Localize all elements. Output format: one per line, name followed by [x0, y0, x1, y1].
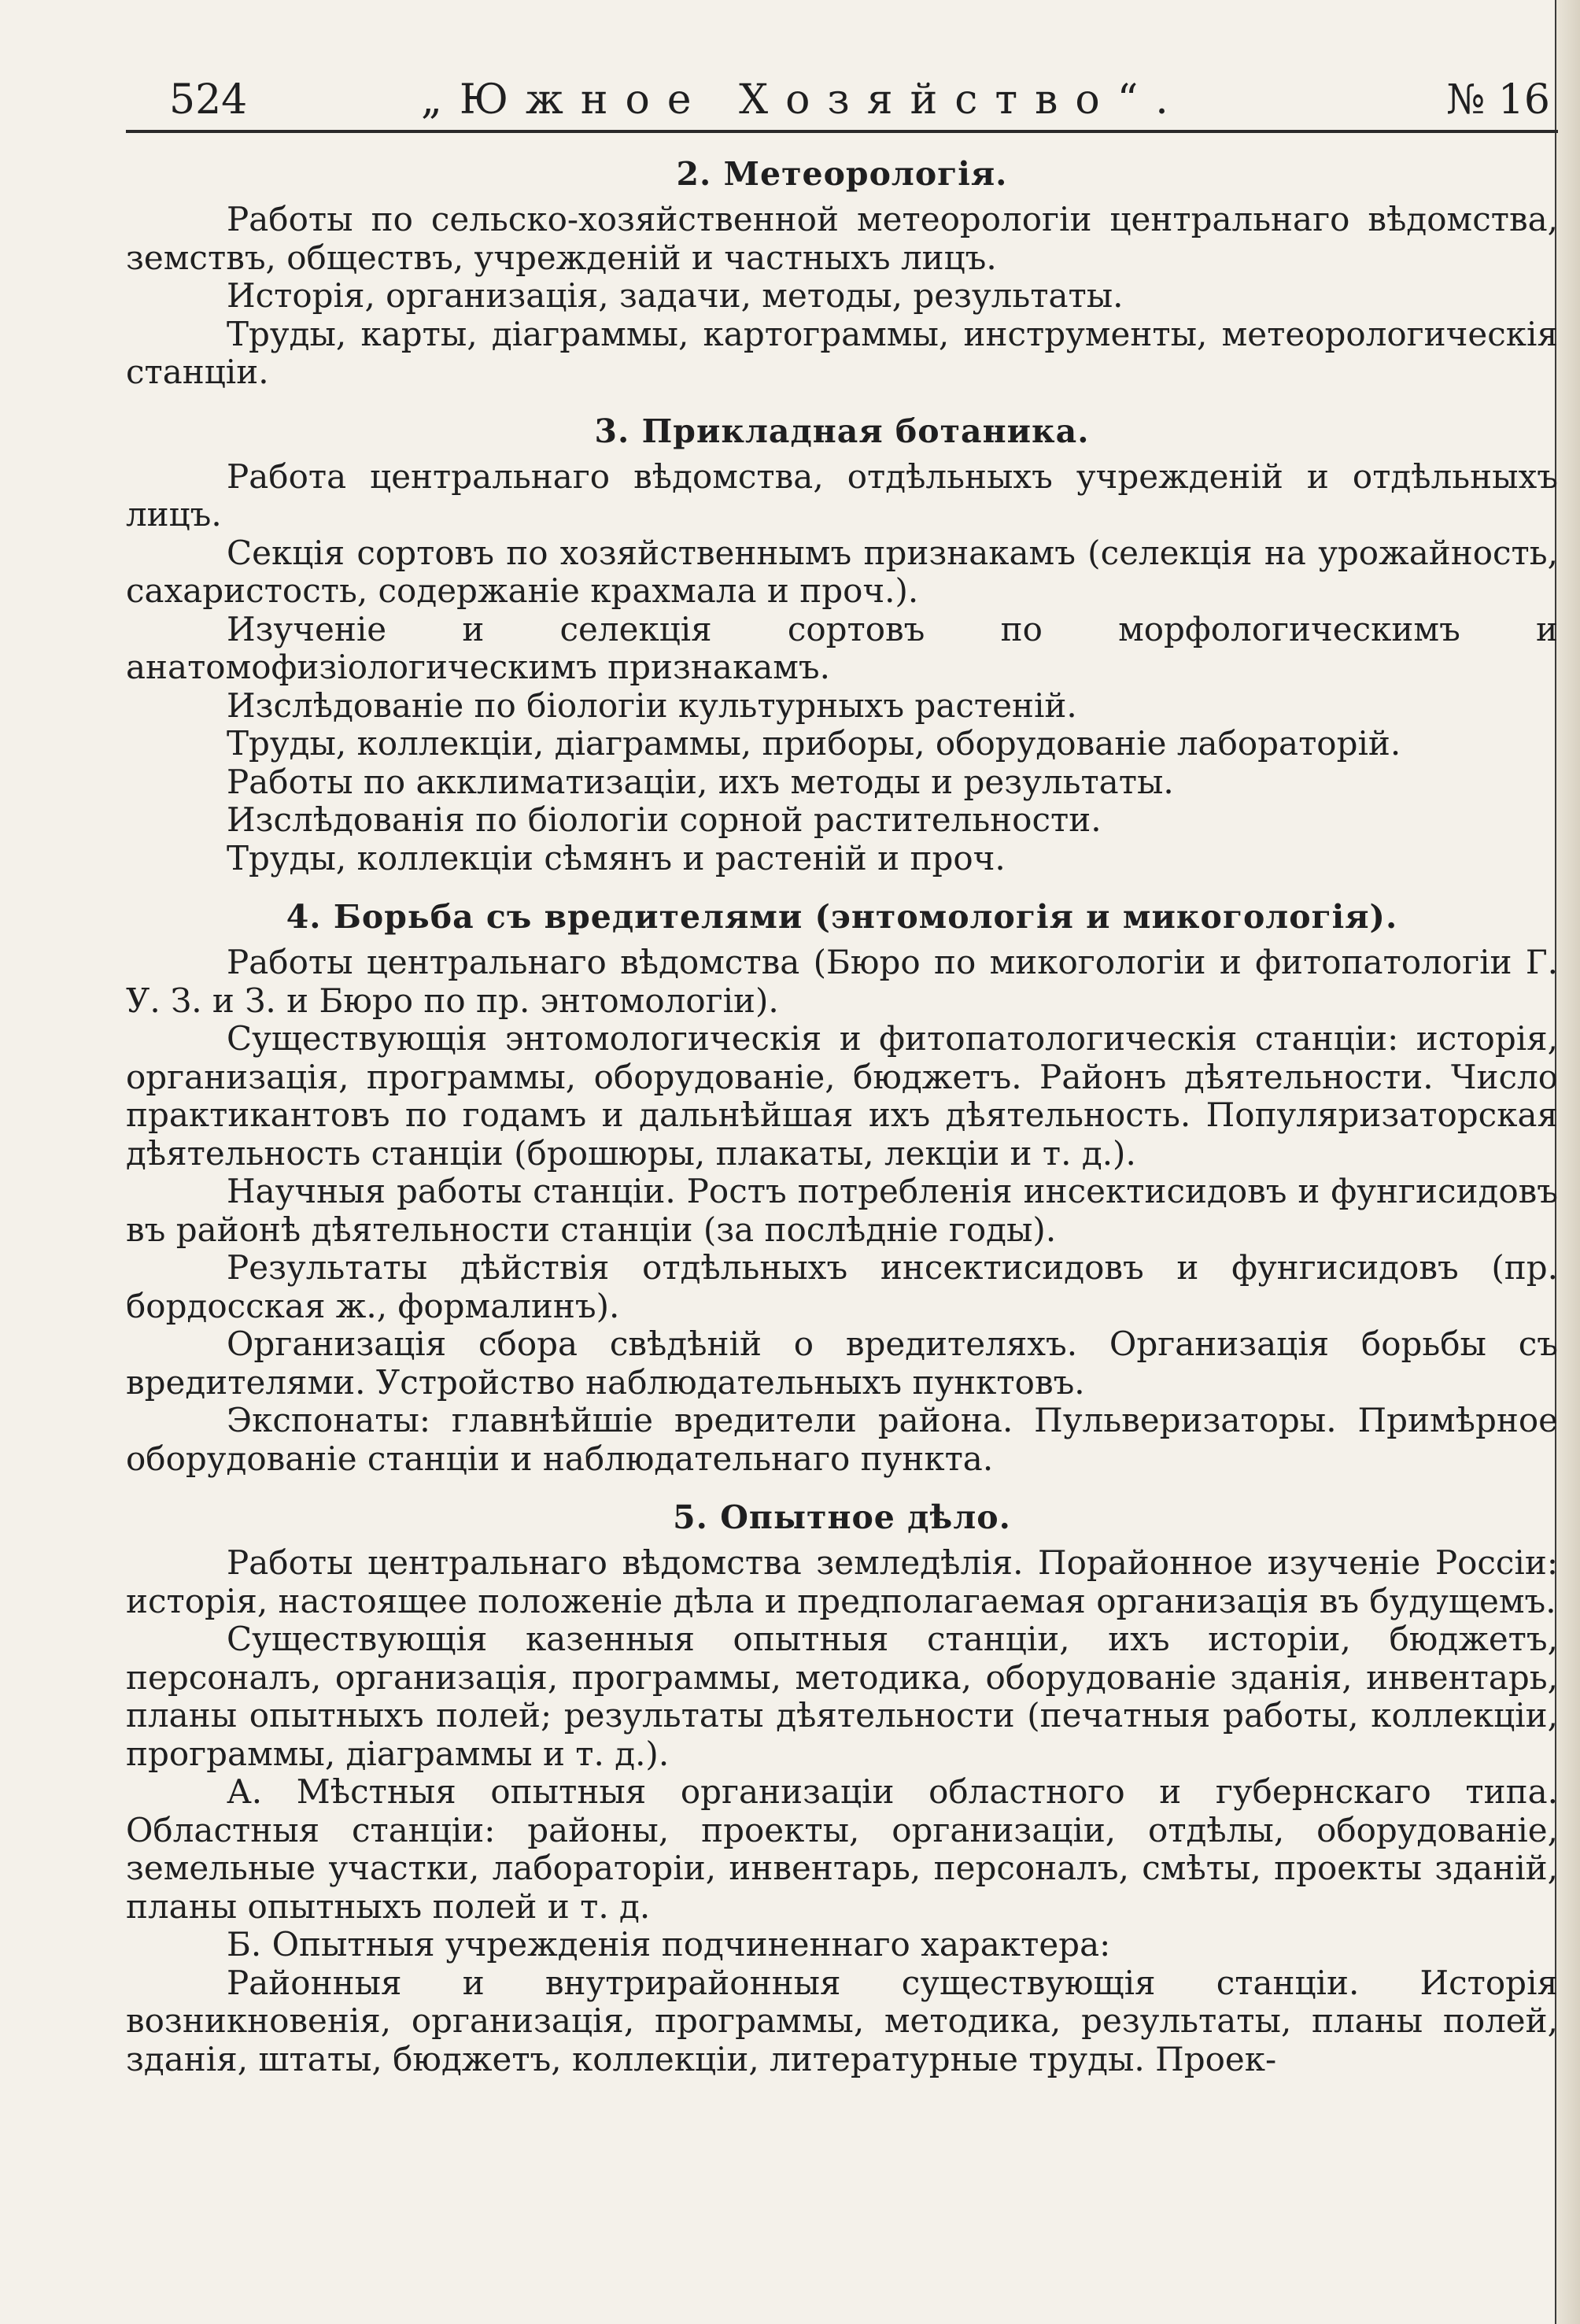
section-title-experimental-work: 5. Опытное дѣло. [673, 1498, 1011, 1536]
paragraph: Работа центральнаго вѣдомства, отдѣльныхъ учрежденій и отдѣльныхъ лицъ. [126, 456, 1558, 534]
paragraph: Организація сбора свѣдѣній о вредителяхъ. Организація борьбы съ вредителями. Устройство наблюдательныхъ пунктовъ. [126, 1325, 1558, 1402]
paragraph: Труды, коллекціи сѣмянъ и растеній и проч. [227, 838, 1006, 878]
paragraph: Научныя работы станціи. Ростъ потребленія инсектисидовъ и фунгисидовъ въ районѣ дѣятельности станціи (за послѣдніе годы). [126, 1172, 1558, 1249]
section-title-applied-botany: 3. Прикладная ботаника. [594, 412, 1090, 450]
paragraph: Изслѣдованія по біологіи сорной растительности. [227, 800, 1102, 839]
page-number: 524 [169, 76, 248, 124]
paragraph: Существующія энтомологическія и фитопатологическія станціи: исторія, организація, программы, оборудованіе, бюджетъ. Районъ дѣятельности. Число практикантовъ по годамъ и дальнѣйшая ихъ дѣятельность. Популяризаторская дѣятельность станціи (брошюры, плакаты, лекціи и т. д.). [126, 1019, 1558, 1173]
paragraph: Работы по акклиматизаціи, ихъ методы и результаты. [227, 762, 1174, 801]
paragraph: А. Мѣстныя опытныя организаціи областного и губернскаго типа. Областныя станціи: районы, проекты, организаціи, отдѣлы, оборудованіе, земельные участки, лабораторіи, инвентарь, персоналъ, смѣты, проекты зданій, планы опытныхъ полей и т. д. [126, 1772, 1558, 1926]
paragraph: Работы по сельско-хозяйственной метеорологіи центральнаго вѣдомства, земствъ, обществъ, учрежденій и частныхъ лицъ. [126, 200, 1558, 277]
paragraph: Труды, карты, діаграммы, картограммы, инструменты, метеорологическія станціи. [126, 314, 1558, 391]
issue-number: № 16 [1446, 76, 1550, 124]
paragraph: Работы центральнаго вѣдомства земледѣлія. Порайонное изученіе Россіи: исторія, настоящее положеніе дѣла и предполагаемая организація въ будущемъ. [126, 1543, 1558, 1620]
section-title-pest-control: 4. Борьба съ вредителями (энтомологія и микогологія). [286, 898, 1398, 936]
journal-title: „Южное Хозяйство“. [421, 76, 1186, 124]
document-page [126, 67, 1558, 2302]
paragraph: Б. Опытныя учрежденія подчиненнаго характера: [227, 1925, 1111, 1964]
paragraph: Результаты дѣйствія отдѣльныхъ инсектисидовъ и фунгисидовъ (пр. бордосская ж., формалинъ). [126, 1248, 1558, 1325]
paragraph: Существующія казенныя опытныя станціи, ихъ исторіи, бюджетъ, персоналъ, организація, программы, методика, оборудованіе зданія, инвентарь, планы опытныхъ полей; результаты дѣятельности (печатныя работы, коллекціи, программы, діаграммы и т. д.). [126, 1620, 1558, 1773]
paragraph: Исторія, организація, задачи, методы, результаты. [227, 276, 1124, 315]
paragraph: Экспонаты: главнѣйшіе вредители района. Пульверизаторы. Примѣрное оборудованіе станціи и наблюдательнаго пункта. [126, 1401, 1558, 1478]
paragraph: Труды, коллекціи, діаграммы, приборы, оборудованіе лабораторій. [227, 724, 1401, 763]
section-title-meteorology: 2. Метеорологія. [676, 155, 1008, 193]
running-header [126, 67, 1558, 133]
paragraph: Изслѣдованіе по біологіи культурныхъ растеній. [227, 685, 1077, 725]
page-binding-edge [1555, 0, 1580, 2324]
paragraph: Секція сортовъ по хозяйственнымъ признакамъ (селекція на урожайность, сахаристость, содержаніе крахмала и проч.). [126, 533, 1558, 610]
paragraph: Районныя и внутрирайонныя существующія станціи. Исторія возникновенія, организація, программы, методика, результаты, планы полей, зданія, штаты, бюджетъ, коллекціи, литературные труды. Проек- [126, 1963, 1558, 2078]
paragraph: Работы центральнаго вѣдомства (Бюро по микогологіи и фитопатологіи Г. У. З. и З. и Бюро по пр. энтомологіи). [126, 943, 1558, 1020]
paragraph: Изученіе и селекція сортовъ по морфологическимъ и анатомофизіологическимъ признакамъ. [126, 609, 1558, 686]
